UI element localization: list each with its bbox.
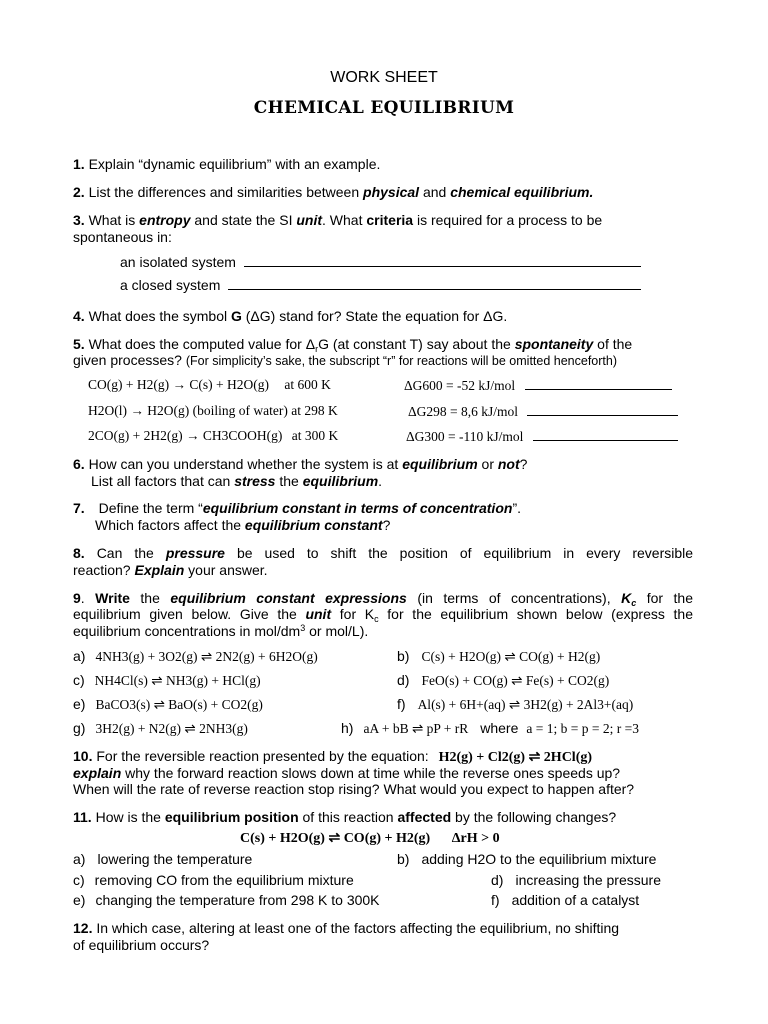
question-10-line-2 (73, 765, 620, 781)
emphasis-write: Write (95, 590, 130, 606)
question-text: How is the (95, 809, 161, 825)
question-number: 11. (73, 809, 92, 825)
equation: Al(s) + 6H+(aq) ⇌ 3H2(g) + 2Al3+(aq) (417, 697, 634, 712)
item-label: c) (73, 872, 85, 888)
item-label: a) (73, 851, 86, 867)
equation: 3H2(g) + N2(g) ⇌ 2NH3(g) (95, 721, 248, 736)
option-f (491, 892, 639, 908)
emphasis-criteria: criteria (366, 212, 414, 228)
question-text: List the differences and similarities between (88, 184, 360, 200)
reaction-equation: 2CO(g) + 2H2(g) → CH3COOH(g) (88, 428, 283, 443)
question-number: 1. (73, 156, 85, 172)
emphasis-pressure: pressure (165, 545, 225, 561)
question-number: 2. (73, 184, 85, 200)
option-text: lowering the temperature (97, 851, 253, 867)
question-number: 5. (73, 336, 85, 352)
reaction-2 (88, 403, 338, 419)
question-9-line-3 (73, 623, 368, 639)
item-label: f) (491, 892, 500, 908)
question-10 (73, 748, 592, 766)
c-subscript: c (631, 598, 637, 608)
item-label: b) (397, 851, 410, 867)
worksheet-subtitle: CHEMICAL EQUILIBRIUM (253, 98, 515, 118)
emphasis-chemical-equilibrium: chemical equilibrium. (450, 184, 594, 200)
equation: 4NH3(g) + 3O2(g) ⇌ 2N2(g) + 6H2O(g) (95, 649, 318, 664)
question-2 (73, 184, 593, 200)
symbol-g: G (230, 308, 242, 324)
question-3 (73, 212, 602, 228)
question-text: Define the term “ (98, 500, 203, 516)
question-1 (73, 156, 380, 172)
question-text: G (at constant T) say about the (318, 336, 511, 352)
question-number: 6. (73, 456, 85, 472)
question-text: your answer. (188, 562, 268, 578)
reaction-equation-11 (240, 830, 500, 847)
question-text: equilibrium given below. Give the (73, 606, 297, 622)
question-text: and (422, 184, 447, 200)
emphasis-not: not (497, 456, 520, 472)
question-number: 4. (73, 308, 85, 324)
item-label: a) (73, 648, 86, 664)
question-11 (73, 809, 616, 825)
item-label: d) (397, 672, 410, 688)
equation: FeO(s) + CO(g) ⇌ Fe(s) + CO2(g) (421, 673, 610, 688)
question-4 (73, 308, 507, 324)
reaction-condition: at 600 K (284, 377, 331, 392)
question-text: . (378, 473, 383, 489)
item-label: h) (341, 720, 354, 736)
question-3-line-2: spontaneous in: (73, 229, 172, 245)
question-text: Which factors affect the (95, 517, 242, 533)
question-text: reaction? (73, 562, 131, 578)
question-5-line-2 (73, 352, 617, 369)
option-text: changing the temperature from 298 K to 300K (95, 892, 380, 908)
answer-blank[interactable] (525, 377, 672, 390)
equation-h (341, 720, 639, 738)
question-7-line-2 (95, 517, 390, 533)
reaction-equation: C(s) + H2O(g) ⇌ CO(g) + H2(g) (240, 831, 431, 846)
equation-e (73, 696, 263, 714)
item-label: f) (397, 696, 406, 712)
question-12-line-2: of equilibrium occurs? (73, 937, 210, 953)
c-subscript: c (374, 614, 379, 624)
question-text: equilibrium concentrations in mol/dm (73, 623, 301, 639)
question-text: be used to shift the position of equilibrium in every reversible (236, 545, 694, 561)
equation-g (73, 720, 248, 738)
subscript-r: r (315, 344, 319, 354)
item-label: b) (397, 648, 410, 664)
emphasis-equilibrium: equilibrium (402, 456, 478, 472)
equation: BaCO3(s) ⇌ BaO(s) + CO2(g) (95, 697, 263, 712)
reaction-2-dg (408, 403, 678, 420)
question-text: is required for a process to be (416, 212, 603, 228)
question-text: What is (88, 212, 136, 228)
question-text: (ΔG) stand for? State the equation for ΔG. (245, 308, 508, 324)
question-number: 10. (73, 748, 93, 764)
question-text: What does the computed value for Δ (88, 336, 316, 352)
emphasis-equilibrium-position: equilibrium position (164, 809, 299, 825)
symbol-kc (621, 590, 636, 606)
equation: aA + bB ⇌ pP + rR (363, 721, 469, 736)
question-text: given processes? (73, 352, 182, 368)
question-text: of this reaction (302, 809, 394, 825)
question-text: the (140, 590, 160, 606)
question-number: 12. (73, 920, 93, 936)
equation-a (73, 648, 318, 666)
emphasis-equilibrium-constant: equilibrium constant in terms of concentration (202, 500, 513, 516)
answer-blank[interactable] (228, 277, 641, 290)
emphasis-unit: unit (296, 212, 323, 228)
emphasis-expressions: equilibrium constant expressions (170, 590, 407, 606)
item-label: e) (73, 696, 86, 712)
item-label: g) (73, 720, 86, 736)
equation-f (397, 696, 633, 714)
question-text: the (279, 473, 299, 489)
question-number: 9 (73, 590, 81, 606)
answer-blank[interactable] (244, 254, 641, 267)
question-8 (73, 545, 693, 561)
question-text: In which case, altering at least one of the factors affecting the equilibrium, no shifting (96, 920, 620, 936)
reaction-equation: H2(g) + Cl2(g) ⇌ 2HCl(g) (438, 750, 593, 765)
question-7 (73, 500, 521, 516)
question-text: of the (597, 336, 633, 352)
question-text: . What (322, 212, 363, 228)
question-text: ? (382, 517, 391, 533)
emphasis-equilibrium: equilibrium (302, 473, 379, 489)
where-label: where (480, 720, 519, 736)
delta-g-value: ΔG298 = 8,6 kJ/mol (408, 404, 519, 419)
question-text: or mol/L). (309, 623, 369, 639)
option-text: increasing the pressure (515, 872, 661, 888)
question-number: 8. (73, 545, 85, 561)
option-b (397, 851, 656, 867)
emphasis-explain: explain (73, 765, 122, 781)
question-10-line-3: When will the rate of reverse reaction stop rising? What would you expect to happen after? (73, 781, 635, 797)
reaction-1 (88, 377, 331, 393)
option-a (73, 851, 252, 867)
question-text: List all factors that can (91, 473, 231, 489)
equation-c (73, 672, 261, 690)
note-text: (For simplicity’s sake, the subscript “r” for reactions will be omitted henceforth) (185, 354, 618, 368)
question-8-line-2 (73, 562, 268, 578)
reaction-equation: H2O(l) → H2O(g) (boiling of water) at 298 K (88, 403, 338, 418)
option-closed-system (120, 277, 641, 293)
emphasis-affected: affected (397, 809, 452, 825)
reaction-3 (88, 428, 338, 444)
option-text: addition of a catalyst (511, 892, 640, 908)
emphasis-stress: stress (234, 473, 276, 489)
variable-values: a = 1; b = p = 2; r =3 (526, 721, 639, 736)
emphasis-unit: unit (305, 606, 332, 622)
option-text: adding H2O to the equilibrium mixture (421, 851, 657, 867)
question-6 (73, 456, 527, 472)
question-text: or (481, 456, 494, 472)
question-6-line-2 (91, 473, 382, 489)
item-label: d) (491, 872, 504, 888)
reaction-1-dg (404, 377, 672, 394)
equation-b (397, 648, 600, 666)
answer-blank[interactable] (533, 428, 678, 441)
option-label: a closed system (120, 277, 221, 293)
question-9-line-2 (73, 606, 693, 622)
question-text: For the reversible reaction presented by the equation: (96, 748, 429, 764)
question-text: by the following changes? (455, 809, 617, 825)
question-text: Can the (96, 545, 154, 561)
option-e (73, 892, 380, 908)
enthalpy-value: ΔrH > 0 (451, 831, 500, 846)
question-text: and state the SI (194, 212, 293, 228)
option-text: removing CO from the equilibrium mixture (94, 872, 354, 888)
reaction-equation: CO(g) + H2(g) → C(s) + H2O(g) (88, 377, 269, 392)
question-text: (in terms of concentrations), (417, 590, 611, 606)
reaction-condition: at 300 K (291, 428, 339, 443)
question-12 (73, 920, 619, 936)
emphasis-physical: physical (363, 184, 420, 200)
question-5 (73, 336, 632, 352)
question-9: 9. Write the equilibrium constant expressions (in terms of concentrations), $K_c$ for the (73, 590, 694, 608)
reaction-3-dg (406, 428, 678, 445)
question-text: ”. (512, 500, 521, 516)
question-text: ? (519, 456, 528, 472)
delta-g-value: ΔG300 = -110 kJ/mol (406, 429, 524, 444)
equation-d (397, 672, 609, 690)
equation: C(s) + H2O(g) ⇌ CO(g) + H2(g) (421, 649, 601, 664)
option-label: an isolated system (120, 254, 236, 270)
equation: NH4Cl(s) ⇌ NH3(g) + HCl(g) (94, 673, 261, 688)
emphasis-equilibrium-constant: equilibrium constant (244, 517, 383, 533)
option-c (73, 872, 354, 888)
answer-blank[interactable] (527, 403, 678, 416)
question-text: How can you understand whether the system is at (88, 456, 399, 472)
item-label: c) (73, 672, 85, 688)
emphasis-spontaneity: spontaneity (514, 336, 594, 352)
option-d (491, 872, 661, 888)
question-text: for the (646, 590, 694, 606)
delta-g-value: ΔG600 = -52 kJ/mol (404, 378, 516, 393)
option-isolated-system (120, 254, 641, 270)
emphasis-explain: Explain (134, 562, 185, 578)
question-text: for the equilibrium shown below (express the (387, 606, 693, 622)
question-text: for K (339, 606, 375, 622)
worksheet-title: WORK SHEET (330, 69, 438, 86)
question-number: 7. (73, 500, 85, 516)
question-text: What does the symbol (88, 308, 228, 324)
question-text: Explain “dynamic equilibrium” with an example. (88, 156, 381, 172)
item-label: e) (73, 892, 86, 908)
k-symbol: K (621, 590, 632, 606)
superscript: 3 (300, 623, 306, 633)
emphasis-entropy: entropy (139, 212, 191, 228)
question-number: 3. (73, 212, 85, 228)
question-text: why the forward reaction slows down at time while the reverse ones speeds up? (125, 765, 621, 781)
